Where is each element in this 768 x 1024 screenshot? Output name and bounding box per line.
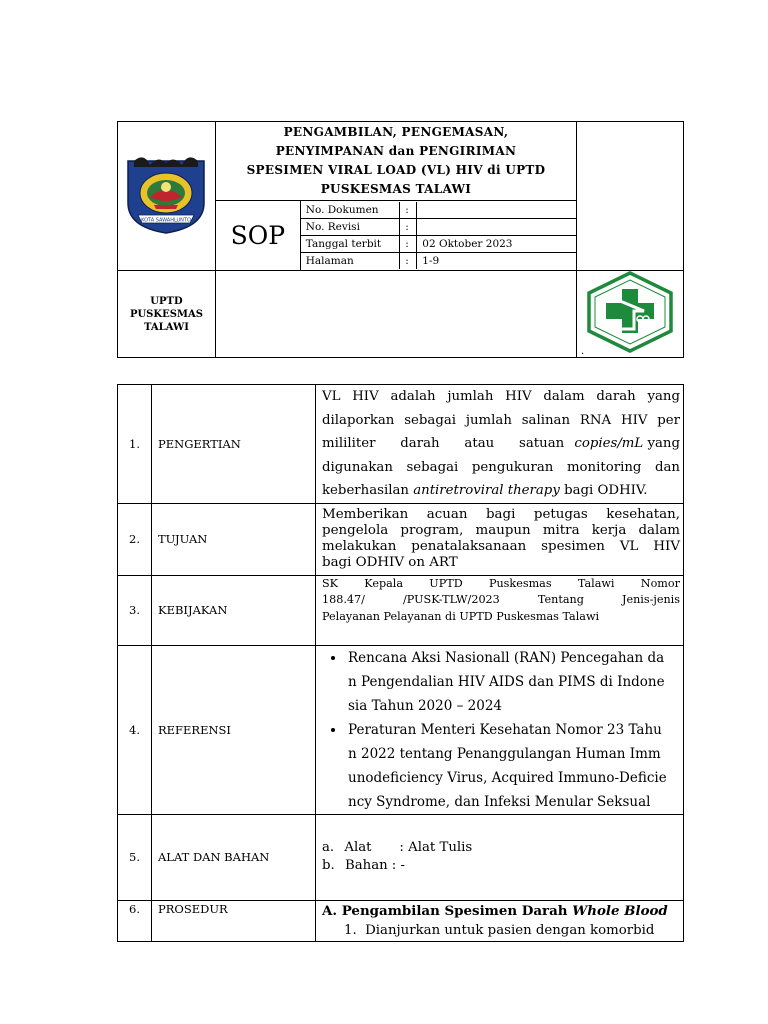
equipment-item	[322, 857, 680, 875]
content-line: dilaporkan sebagai jumlah salinan RNA HIV per	[322, 412, 680, 428]
reference-line: • Rencana Aksi Nasionall (RAN) Pencegahan da	[348, 649, 665, 666]
reference-line: sia Tahun 2020 – 2024	[348, 697, 503, 714]
section-row	[118, 575, 684, 645]
section-row	[118, 814, 684, 900]
reference-list	[316, 646, 680, 814]
section-content	[316, 503, 684, 575]
document-meta-table	[301, 202, 576, 269]
meta-row	[301, 202, 576, 219]
section-row	[118, 503, 684, 575]
item-name: Bahan	[344, 858, 388, 873]
reference-line: • Peraturan Menteri Kesehatan Nomor 23 Tahu	[348, 721, 662, 738]
meta-sep: :	[400, 219, 417, 236]
meta-row	[301, 236, 576, 253]
content-italic: copies/mL	[574, 436, 644, 451]
title-line: PENYIMPANAN dan PENGIRIMAN	[275, 144, 517, 158]
sop-label: SOP	[215, 201, 300, 271]
reference-line: n 2022 tentang Penanggulangan Human Imm	[348, 745, 661, 762]
reference-item	[346, 646, 680, 718]
item-prefix: b.	[322, 858, 335, 873]
section-number: 6.	[118, 900, 152, 941]
content-line: Pelayanan Pelayanan di UPTD Puskesmas Talawi	[322, 609, 600, 623]
puskesmas-logo-cell	[577, 271, 684, 358]
meta-label: Tanggal terbit	[301, 236, 400, 253]
sop-header-table	[117, 121, 684, 358]
sawahlunto-emblem-icon	[124, 153, 208, 235]
corner-dot: .	[581, 346, 585, 357]
section-row	[118, 645, 684, 814]
reference-line: n Pengendalian HIV AIDS dan PIMS di Indone	[348, 673, 665, 690]
meta-sep: :	[400, 236, 417, 253]
content-line	[322, 432, 680, 456]
meta-sep: :	[400, 202, 417, 219]
section-label: REFERENSI	[152, 645, 316, 814]
org-line: TALAWI	[144, 321, 189, 333]
title-line: PENGAMBILAN, PENGEMASAN,	[283, 125, 509, 139]
section-row	[118, 385, 684, 504]
blank-corner-cell	[577, 122, 684, 271]
reference-item	[346, 718, 680, 814]
section-label: ALAT DAN BAHAN	[152, 814, 316, 900]
section-label: TUJUAN	[152, 503, 316, 575]
heading-text: A. Pengambilan Spesimen Darah	[322, 902, 573, 919]
meta-value	[417, 219, 576, 236]
section-number: 3.	[118, 575, 152, 645]
procedure-heading	[322, 901, 680, 921]
meta-value	[417, 202, 576, 219]
org-line: PUSKESMAS	[129, 308, 203, 320]
meta-label: No. Revisi	[301, 219, 400, 236]
organization-name	[118, 271, 216, 358]
item-value: : -	[391, 858, 405, 873]
section-number: 5.	[118, 814, 152, 900]
meta-row	[301, 253, 576, 270]
content-italic: antiretroviral therapy	[413, 483, 560, 498]
title-line: PUSKESMAS TALAWI	[320, 182, 472, 196]
logo-caption: KOTA SAWAHLUNTO	[141, 217, 192, 224]
content-line: SK Kepala UPTD Puskesmas Talawi Nomor	[322, 576, 680, 590]
meta-value: 02 Oktober 2023	[417, 236, 576, 253]
section-label: PENGERTIAN	[152, 385, 316, 504]
content-line	[322, 479, 680, 503]
meta-label: No. Dokumen	[301, 202, 400, 219]
document-meta-cell	[300, 201, 576, 271]
meta-label: Halaman	[301, 253, 400, 270]
section-label: KEBIJAKAN	[152, 575, 316, 645]
section-row	[118, 900, 684, 941]
puskesmas-logo-icon	[584, 271, 676, 353]
org-line: UPTD	[150, 295, 183, 307]
section-number: 4.	[118, 645, 152, 814]
content-text: yang	[643, 436, 680, 451]
content-line: 188.47/ /PUSK-TLW/2023 Tentang Jenis-jenis	[322, 593, 680, 606]
section-content	[316, 900, 684, 941]
city-logo-cell	[118, 122, 216, 271]
section-content	[316, 645, 684, 814]
item-prefix: a.	[322, 840, 335, 855]
content-text: bagi ODHIV.	[559, 483, 648, 498]
equipment-item	[322, 839, 680, 857]
meta-row	[301, 219, 576, 236]
title-line: SPESIMEN VIRAL LOAD (VL) HIV di UPTD	[246, 163, 546, 177]
item-name: Alat	[344, 840, 372, 855]
content-line: melakukan penatalaksanaan spesimen VL HIV	[322, 539, 680, 554]
content-text: mililiter darah atau satuan	[322, 436, 569, 451]
content-line: bagi ODHIV on ART	[322, 555, 458, 570]
section-content	[316, 575, 684, 645]
reference-line: unodeficiency Virus, Acquired Immuno-Deficie	[348, 769, 667, 786]
sop-content-table	[117, 384, 684, 942]
section-content	[316, 385, 684, 504]
content-line: VL HIV adalah jumlah HIV dalam darah yang	[322, 389, 680, 404]
meta-value: 1-9	[417, 253, 576, 270]
section-content	[316, 814, 684, 900]
content-line: digunakan sebagai pengukuran monitoring dan	[322, 459, 680, 475]
section-number: 2.	[118, 503, 152, 575]
meta-sep: :	[400, 253, 417, 270]
section-label: PROSEDUR	[152, 900, 316, 941]
heading-italic: Whole Blood	[572, 902, 668, 919]
blank-middle-cell	[215, 271, 576, 358]
reference-line: ncy Syndrome, dan Infeksi Menular Seksual	[348, 793, 651, 810]
item-value: : Alat Tulis	[399, 840, 473, 855]
content-text: keberhasilan	[322, 483, 414, 498]
content-line: pengelola program, maupun mitra kerja dalam	[322, 523, 680, 538]
document-title	[215, 122, 576, 201]
procedure-step: 1. Dianjurkan untuk pasien dengan komorbid	[344, 922, 655, 938]
section-number: 1.	[118, 385, 152, 504]
content-line: Memberikan acuan bagi petugas kesehatan,	[322, 507, 680, 522]
